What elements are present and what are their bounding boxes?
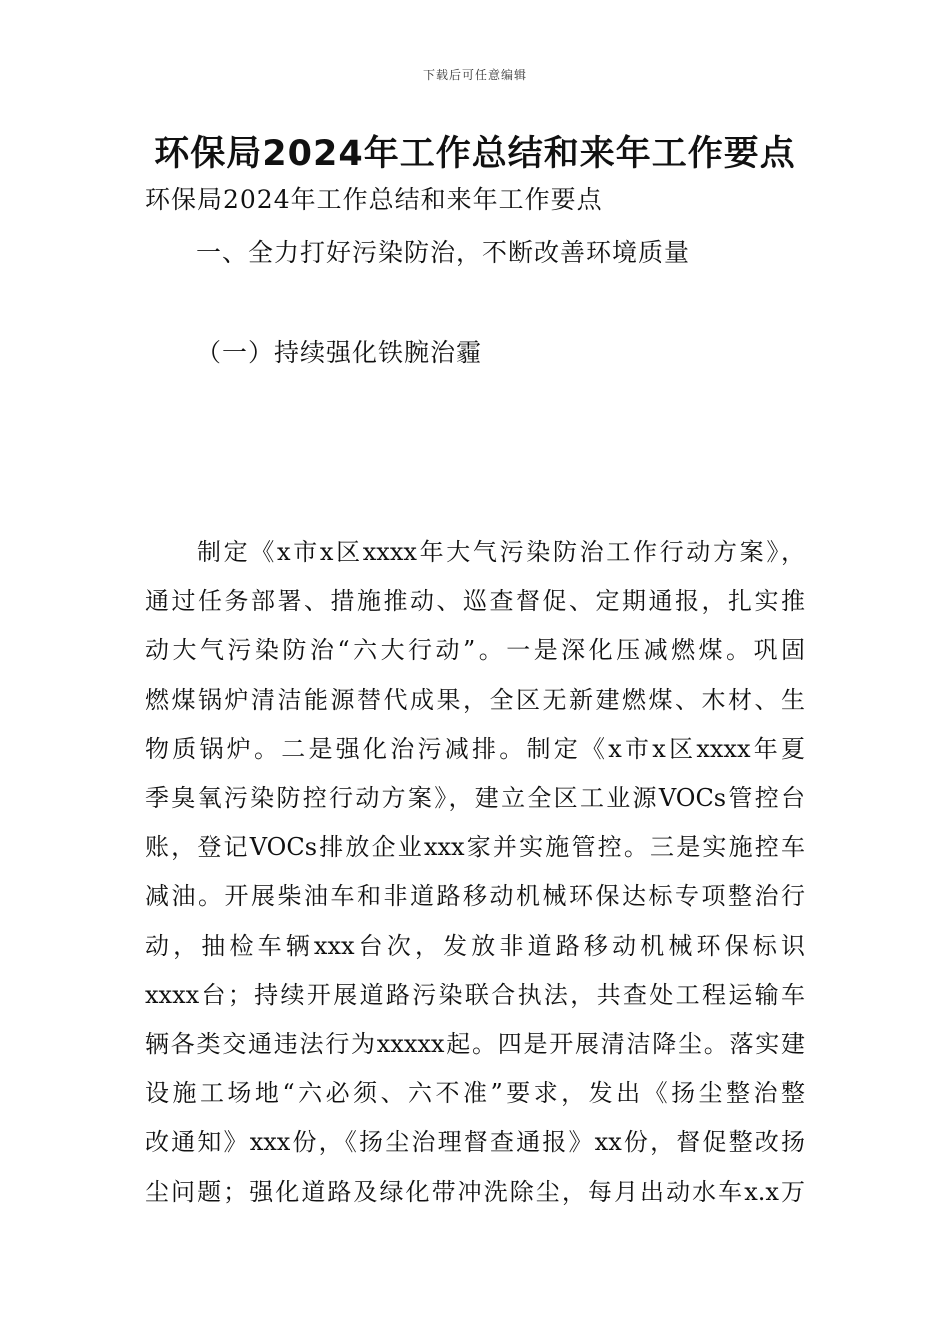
body-line: 尘问题；强化道路及绿化带冲洗除尘，每月出动水车x.x万: [145, 1177, 805, 1206]
body-line: 物质锅炉。二是强化治污减排。制定《x市x区xxxx年夏: [145, 734, 805, 763]
section-heading: 一、全力打好污染防治，不断改善环境质量: [196, 238, 691, 267]
body-paragraph: [145, 528, 805, 1217]
body-line: 改通知》xxx份，《扬尘治理督查通报》xx份，督促整改扬: [145, 1128, 805, 1157]
body-line: 减油。开展柴油车和非道路移动机械环保达标专项整治行: [145, 882, 805, 911]
subsection-heading: （一）持续强化铁腕治霾: [196, 338, 483, 367]
body-line: 动大气污染防治“六大行动”。一是深化压减燃煤。巩固: [145, 636, 805, 665]
body-line: 设施工场地“六必须、六不准”要求，发出《扬尘整治整: [145, 1079, 805, 1108]
header-note: 下载后可任意编辑: [422, 68, 527, 82]
body-line: xxxx台；持续开展道路污染联合执法，共查处工程运输车: [145, 980, 805, 1009]
body-line: 动，抽检车辆xxx台次，发放非道路移动机械环保标识: [145, 931, 805, 960]
document-subtitle: 环保局2024年工作总结和来年工作要点: [145, 185, 603, 214]
body-line: 制定《x市x区xxxx年大气污染防治工作行动方案》，: [197, 538, 805, 566]
body-line: 辆各类交通违法行为xxxxx起。四是开展清洁降尘。落实建: [145, 1030, 805, 1059]
body-line: 通过任务部署、措施推动、巡查督促、定期通报，扎实推: [145, 587, 805, 616]
body-line: 季臭氧污染防控行动方案》，建立全区工业源VOCs管控台: [145, 784, 805, 813]
document-title: 环保局2024年工作总结和来年工作要点: [154, 134, 796, 174]
body-line: 账，登记VOCs排放企业xxx家并实施管控。三是实施控车: [145, 833, 805, 862]
body-line: 燃煤锅炉清洁能源替代成果，全区无新建燃煤、木材、生: [145, 685, 805, 714]
